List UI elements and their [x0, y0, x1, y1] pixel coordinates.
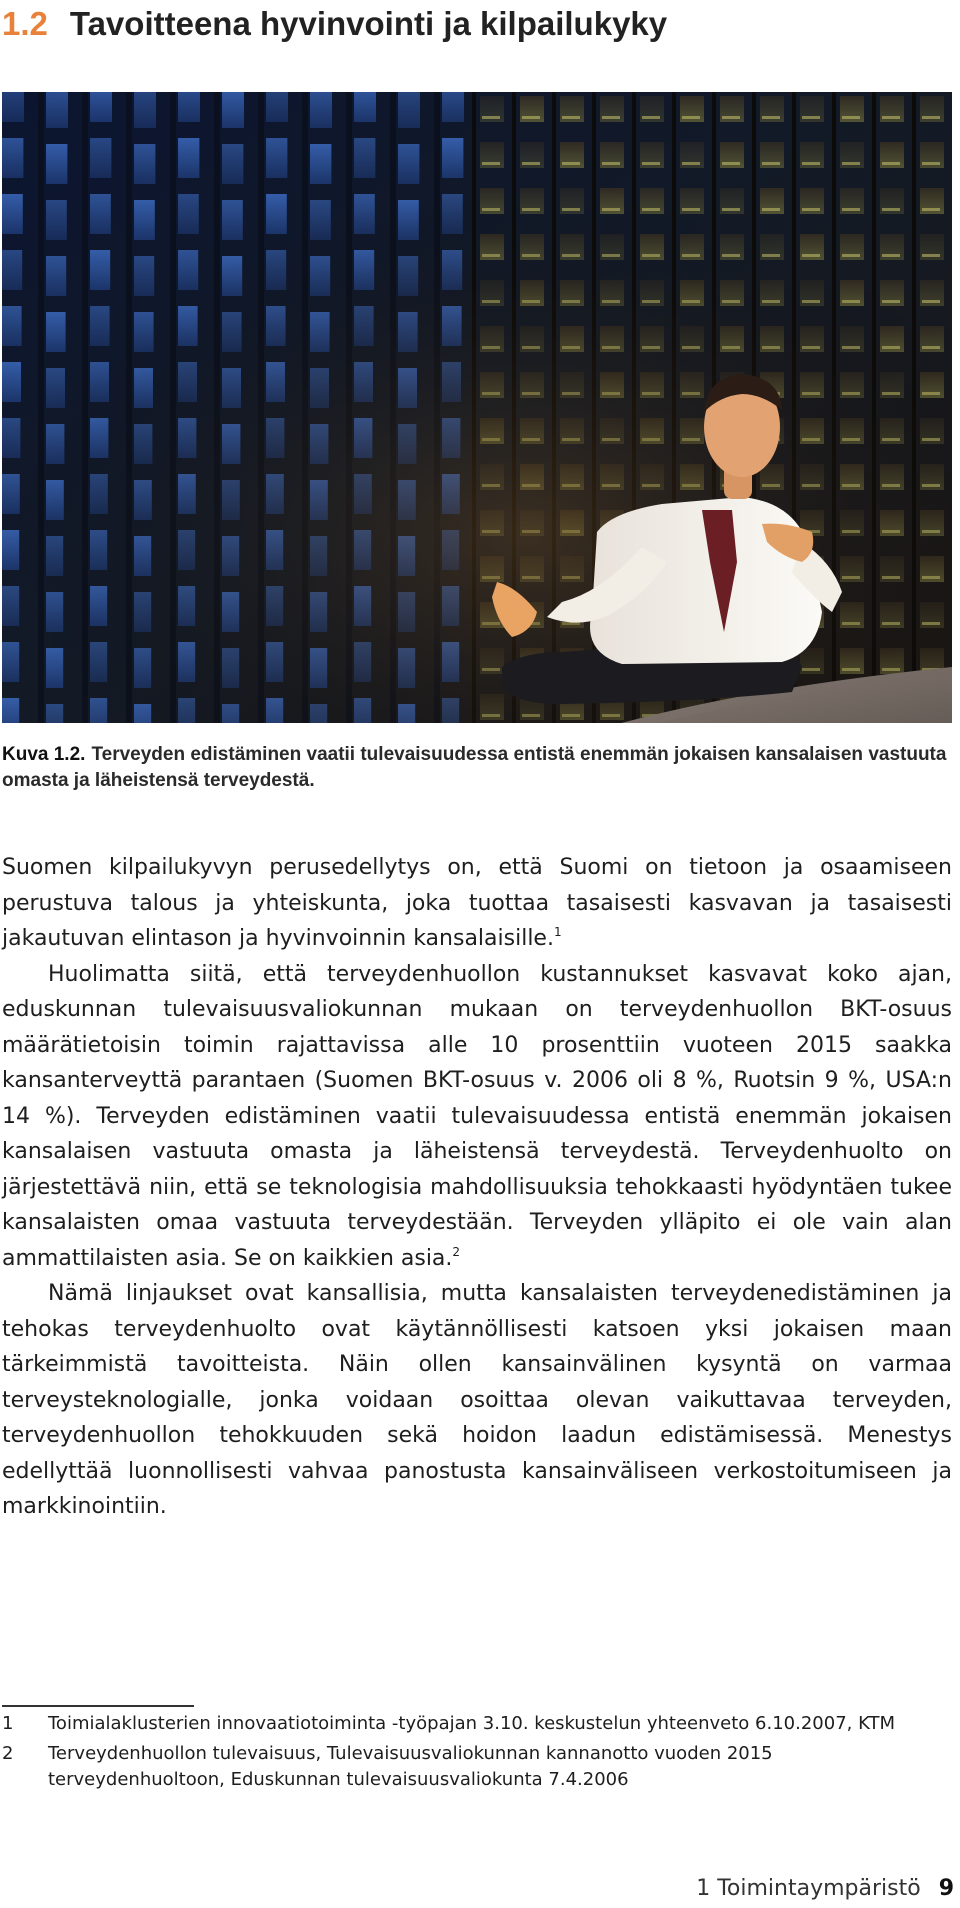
- footnote-number: 1: [2, 1713, 14, 1734]
- footnote-text: Terveydenhuollon tulevaisuus, Tulevaisuusvaliokunnan kannanotto vuoden 2015 terveydenhuoltoon, Eduskunnan tulevaisuusvaliokunta 7.4.2006: [48, 1743, 773, 1790]
- footnote-text: Toimialaklusterien innovaatiotoiminta -työpajan 3.10. keskustelun yhteenveto 6.10.2007, KTM: [48, 1713, 896, 1734]
- section-title: Tavoitteena hyvinvointi ja kilpailukyky: [69, 5, 668, 42]
- footnote: [2, 1741, 952, 1793]
- footnotes: [2, 1711, 952, 1797]
- footnote-rule: [2, 1705, 194, 1707]
- paragraph-2: [2, 957, 952, 1277]
- paragraph-2-text: Huolimatta siitä, että terveydenhuollon kustannukset kasvavat koko ajan, eduskunnan tulevaisuusvaliokunnan mukaan on terveydenhuollon BKT-osuus määrätietoisin toimin rajattavissa alle 10 prosenttiin vuoteen 2015 saakka kansanterveyttä parantaen (Suomen BKT-osuus v. 2006 oli 8 %, Ruotsin 9 %, USA:n 14 %). Terveyden edistäminen vaatii tulevaisuudessa entistä enemmän jokaisen kansalaisen vastuuta omasta ja läheistensä terveydestä. Terveydenhuolto on järjestettävä niin, että se teknologisia mahdollisuuksia tehokkaasti hyödyntäen tukee kansalaisten omaa vastuuta terveydestään. Terveyden ylläpito ei ole vain alan ammattilaisten asia. Se on kaikkien asia.: [2, 961, 952, 1271]
- footnote: [2, 1711, 952, 1737]
- footnote-ref-1: 1: [553, 925, 562, 939]
- section-heading: [2, 2, 667, 46]
- figure-caption-text: Terveyden edistäminen vaatii tulevaisuudessa entistä enemmän jokaisen kansalaisen vastuuta omasta ja läheistensä terveydestä.: [2, 744, 947, 791]
- figure-label: Kuva 1.2.: [2, 744, 86, 765]
- paragraph-3: [2, 1276, 952, 1525]
- footnote-number: 2: [2, 1743, 14, 1764]
- page-footer: [696, 1874, 954, 1904]
- section-number: 1.2: [2, 5, 48, 42]
- paragraph-1: [2, 850, 952, 957]
- body-text: [2, 850, 952, 1525]
- figure-photo: [2, 92, 952, 723]
- paragraph-3-text: Nämä linjaukset ovat kansallisia, mutta kansalaisten terveydenedistäminen ja tehokas terveydenhuolto ovat käytännöllisesti katsoen yksi jokaisen maan tärkeimmistä tavoitteista. Näin ollen kansainvälinen kysyntä on varmaa terveysteknologialle, jonka voidaan osoittaa olevan vaikuttavaa terveyden, terveydenhuollon tehokkuuden sekä hoidon laadun edistämisessä. Menestys edellyttää luonnollisesti vahvaa panostusta kansainväliseen verkostoitumiseen ja markkinointiin.: [2, 1281, 952, 1519]
- figure-caption: [2, 742, 952, 794]
- page-number: 9: [938, 1876, 954, 1901]
- footnote-ref-2: 2: [452, 1244, 461, 1259]
- chapter-label: 1 Toimintaympäristö: [696, 1876, 921, 1901]
- paragraph-1-text: Suomen kilpailukyvyn perusedellytys on, että Suomi on tietoon ja osaamiseen perustuva talous ja yhteiskunta, joka tuottaa tasaisesti kasvavan ja tasaisesti jakautuvan elintason ja hyvinvoinnin kansalaisille.: [2, 855, 952, 951]
